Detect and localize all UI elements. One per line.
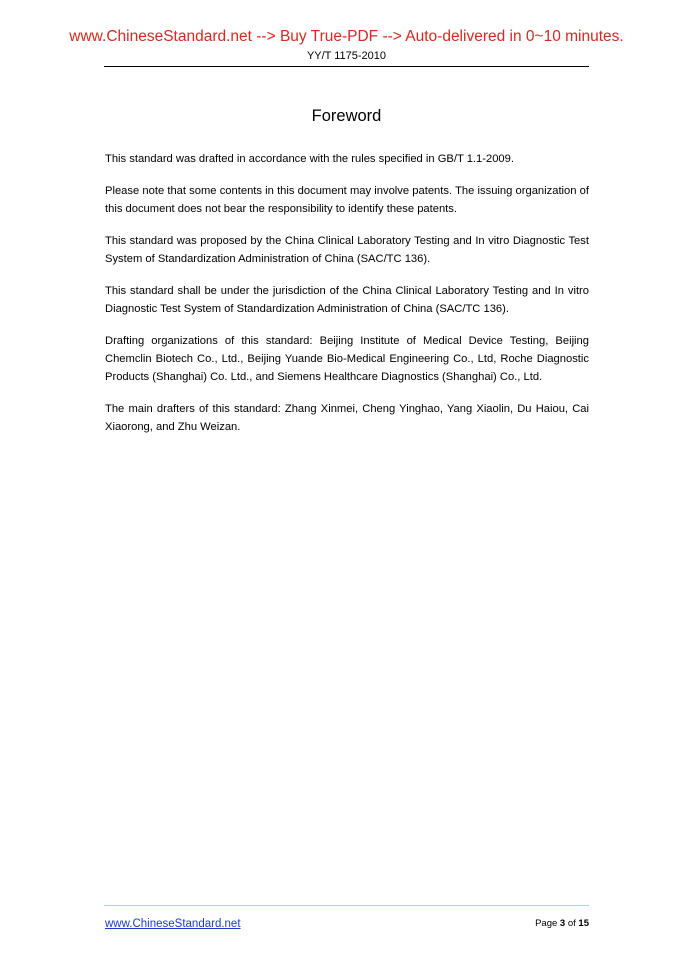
paragraph-main-drafters: The main drafters of this standard: Zhang Xinmei, Cheng Yinghao, Yang Xiaolin, Du Haiou, Cai Xiaorong, and Zhu Weizan.	[105, 403, 589, 433]
page-of: of	[567, 918, 576, 929]
footer-website-link[interactable]: www.ChineseStandard.net	[105, 918, 241, 930]
promo-banner-link[interactable]: www.ChineseStandard.net --> Buy True-PDF --> Auto-delivered in 0~10 minutes.	[69, 28, 624, 45]
standard-code: YY/T 1175-2010	[306, 50, 387, 62]
page-current: 3	[559, 918, 566, 929]
page-title: Foreword	[311, 107, 382, 125]
paragraph-patents: Please note that some contents in this document may involve patents. The issuing organization of this document does not bear the responsibility to identify these patents.	[105, 185, 589, 215]
paragraph-drafting-organizations: Drafting organizations of this standard: Beijing Institute of Medical Device Testing, Beijing Chemclin Biotech Co., Ltd., Beijing Yuande Bio-Medical Engineering Co., Ltd, Roche Diagnostic Products (Shanghai) Co. Ltd., and Siemens Healthcare Diagnostics (Shanghai) Co., Ltd.	[105, 335, 589, 383]
footer-divider	[104, 905, 589, 906]
page-number	[535, 918, 589, 930]
paragraph-drafting-rules: This standard was drafted in accordance with the rules specified in GB/T 1.1-2009.	[105, 153, 514, 165]
header-divider	[104, 66, 589, 67]
page-total: 15	[578, 918, 589, 929]
paragraph-jurisdiction: This standard shall be under the jurisdiction of the China Clinical Laboratory Testing and In vitro Diagnostic Test System of Standardization Administration of China (SAC/TC 136).	[105, 285, 589, 315]
page-label: Page	[535, 918, 558, 929]
foreword-body	[105, 150, 589, 450]
paragraph-proposed-by: This standard was proposed by the China Clinical Laboratory Testing and In vitro Diagnostic Test System of Standardization Administration of China (SAC/TC 136).	[105, 235, 589, 265]
